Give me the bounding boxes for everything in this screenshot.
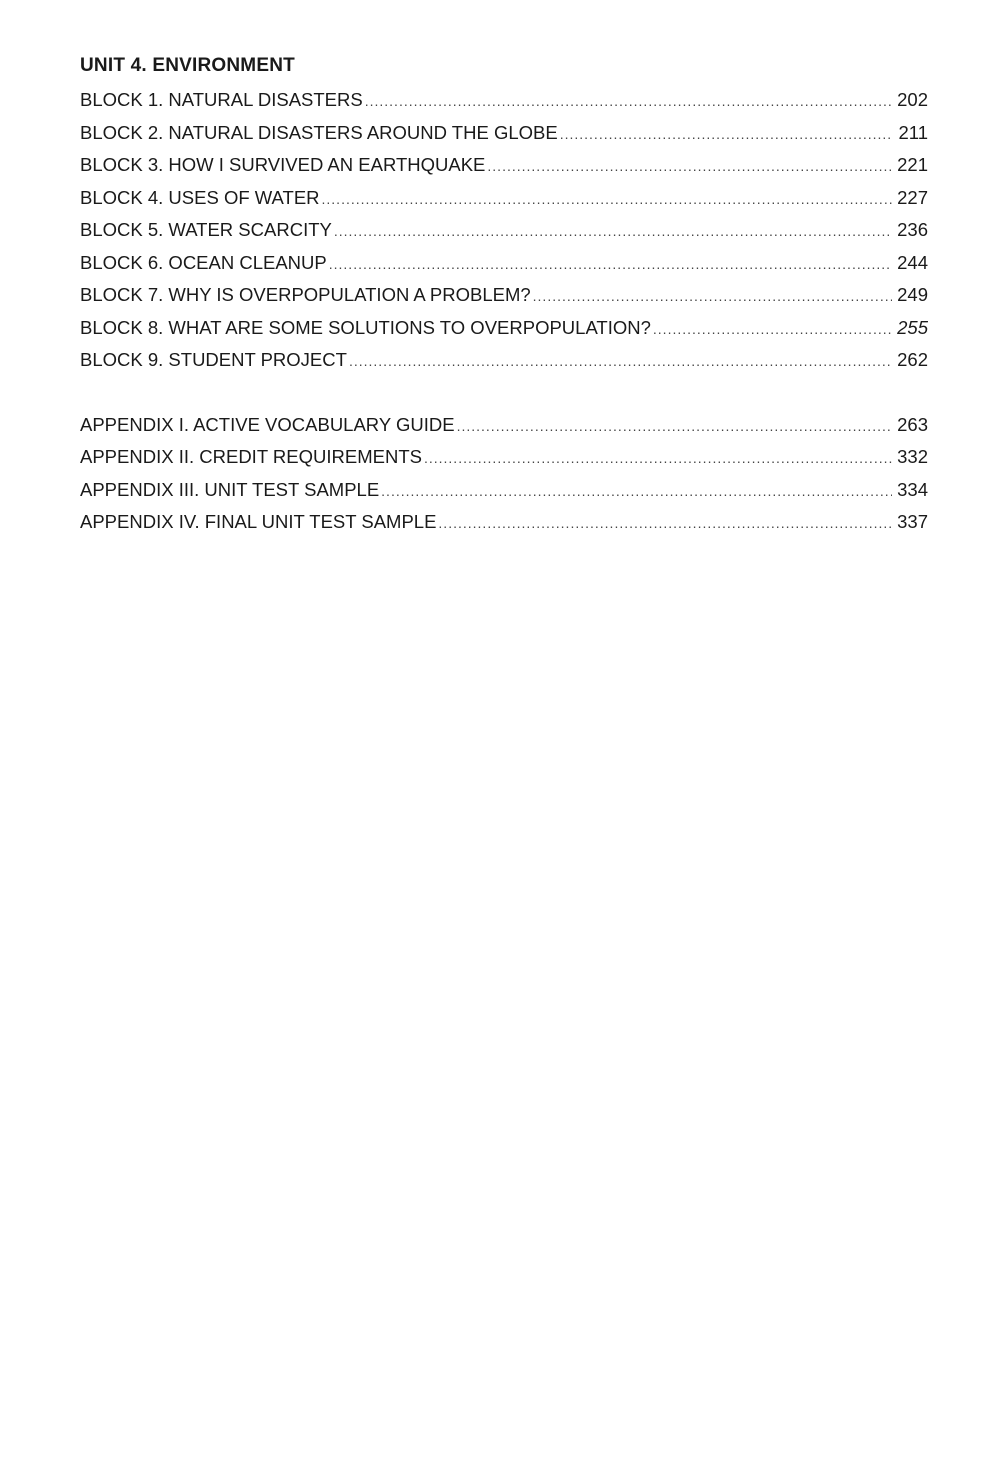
dot-leader bbox=[487, 150, 892, 182]
toc-entry-page: 211 bbox=[898, 121, 928, 143]
dot-leader bbox=[457, 410, 892, 442]
toc-entry-label: BLOCK 9. STUDENT PROJECT bbox=[80, 349, 347, 370]
toc-entry-label: BLOCK 4. USES OF WATER bbox=[80, 186, 320, 208]
unit-title: UNIT 4. ENVIRONMENT bbox=[80, 55, 295, 76]
toc-entry-page: 227 bbox=[897, 186, 928, 208]
toc-entry-block-6[interactable] bbox=[80, 247, 928, 280]
table-of-contents bbox=[80, 52, 928, 539]
toc-entry-page: 221 bbox=[897, 154, 928, 175]
dot-leader bbox=[533, 280, 892, 312]
toc-entry-appendix-4[interactable] bbox=[80, 506, 928, 539]
toc-entry-label: BLOCK 2. NATURAL DISASTERS AROUND THE GLOBE bbox=[80, 121, 558, 143]
toc-entry-label: BLOCK 7. WHY IS OVERPOPULATION A PROBLEM? bbox=[80, 284, 531, 305]
toc-entry-label: BLOCK 3. HOW I SURVIVED AN EARTHQUAKE bbox=[80, 154, 486, 175]
toc-entry-page: 334 bbox=[897, 478, 928, 500]
toc-entry-appendix-2[interactable] bbox=[80, 441, 928, 474]
toc-entry-label: APPENDIX I. ACTIVE VOCABULARY GUIDE bbox=[80, 413, 455, 435]
toc-entry-page: 244 bbox=[897, 251, 928, 273]
blocks-list bbox=[80, 84, 928, 377]
toc-entry-block-8[interactable] bbox=[80, 312, 928, 345]
appendices-list bbox=[80, 409, 928, 539]
toc-entry-appendix-1[interactable] bbox=[80, 409, 928, 442]
toc-entry-label: APPENDIX II. CREDIT REQUIREMENTS bbox=[80, 446, 422, 467]
toc-entry-block-2[interactable] bbox=[80, 117, 928, 150]
toc-entry-page: 249 bbox=[897, 284, 928, 305]
section-gap bbox=[80, 377, 928, 409]
toc-entry-block-1[interactable] bbox=[80, 84, 928, 117]
toc-entry-page: 255 bbox=[897, 316, 928, 338]
dot-leader bbox=[381, 475, 892, 507]
toc-entry-block-7[interactable] bbox=[80, 279, 928, 312]
dot-leader bbox=[365, 85, 892, 117]
toc-entry-label: APPENDIX IV. FINAL UNIT TEST SAMPLE bbox=[80, 511, 437, 532]
dot-leader bbox=[322, 183, 892, 215]
dot-leader bbox=[438, 507, 892, 539]
dot-leader bbox=[653, 313, 892, 345]
toc-entry-block-5[interactable] bbox=[80, 214, 928, 247]
toc-entry-block-9[interactable] bbox=[80, 344, 928, 377]
dot-leader bbox=[424, 442, 892, 474]
toc-entry-page: 332 bbox=[897, 446, 928, 467]
toc-entry-page: 263 bbox=[897, 413, 928, 435]
toc-entry-label: BLOCK 8. WHAT ARE SOME SOLUTIONS TO OVERPOPULATION? bbox=[80, 316, 651, 338]
toc-entry-page: 236 bbox=[897, 219, 928, 240]
toc-entry-label: BLOCK 6. OCEAN CLEANUP bbox=[80, 251, 327, 273]
toc-entry-appendix-3[interactable] bbox=[80, 474, 928, 507]
dot-leader bbox=[560, 118, 892, 150]
toc-entry-page: 202 bbox=[897, 89, 928, 110]
dot-leader bbox=[329, 248, 892, 280]
dot-leader bbox=[349, 345, 892, 377]
toc-entry-page: 262 bbox=[897, 349, 928, 370]
toc-entry-label: APPENDIX III. UNIT TEST SAMPLE bbox=[80, 478, 380, 500]
toc-entry-block-4[interactable] bbox=[80, 182, 928, 215]
toc-entry-page: 337 bbox=[897, 511, 928, 532]
toc-entry-label: BLOCK 5. WATER SCARCITY bbox=[80, 219, 332, 240]
toc-entry-block-3[interactable] bbox=[80, 149, 928, 182]
toc-entry-label: BLOCK 1. NATURAL DISASTERS bbox=[80, 89, 363, 110]
dot-leader bbox=[334, 215, 892, 247]
